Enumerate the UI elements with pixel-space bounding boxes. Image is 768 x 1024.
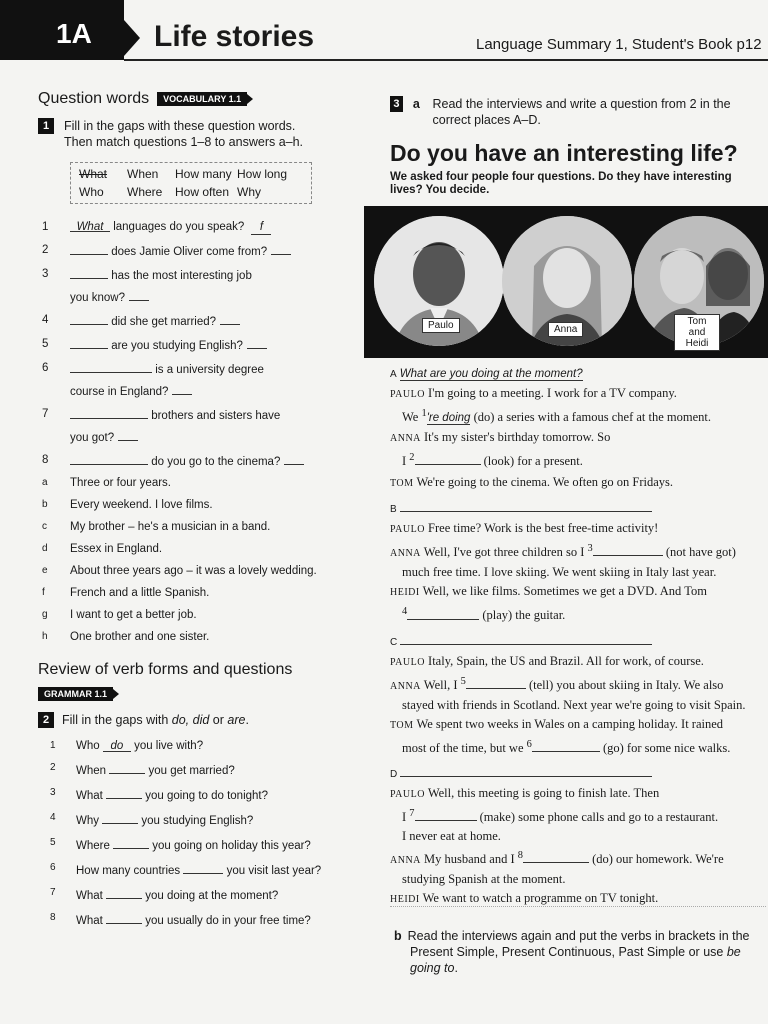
speech-text: We	[402, 410, 422, 425]
item-number: 8	[42, 454, 49, 466]
word-item: How long	[237, 167, 288, 181]
answer-text: I want to get a better job.	[70, 609, 197, 621]
question-item	[38, 337, 358, 353]
speech-text: (look) for a present.	[480, 454, 583, 469]
gap-pre: What	[76, 790, 103, 802]
gap-number: 8	[517, 850, 523, 862]
instruction-text: Fill in the gaps with	[62, 713, 172, 727]
gap-blank[interactable]	[183, 862, 223, 874]
speech-text: Well, we like films. Sometimes we get a DVD. And Tom	[422, 584, 707, 599]
instruction-line: Then match questions 1–8 to answers a–h.	[64, 135, 304, 149]
speaker-name: ANNA	[390, 433, 421, 445]
word-box	[70, 162, 312, 204]
gap-item	[38, 837, 358, 852]
gap-post: you usually do in your free time?	[145, 915, 311, 927]
item-number: 1	[42, 221, 49, 233]
slot-blank[interactable]	[400, 776, 652, 777]
speech-text: (go) for some nice walks.	[599, 740, 731, 755]
name-label-tom-heidi: Tom and Heidi	[674, 314, 720, 351]
answer-blank[interactable]	[70, 313, 108, 325]
speech-line	[390, 696, 762, 715]
question-slot-a	[390, 364, 762, 384]
gap-answer[interactable]: 're doing	[426, 412, 471, 425]
answer-blank[interactable]	[70, 453, 148, 465]
grammar-tag: GRAMMAR 1.1	[38, 687, 113, 701]
gap-item	[38, 762, 358, 777]
word-item: How often	[175, 185, 230, 199]
answer-blank[interactable]	[70, 243, 108, 255]
speaker-name: PAULO	[390, 656, 425, 668]
word-item: Where	[127, 185, 163, 199]
answer-item	[38, 499, 358, 511]
gap-post: you get married?	[148, 765, 235, 777]
speech-line	[390, 582, 762, 602]
speaker-name: ANNA	[390, 680, 421, 692]
speech-text: We want to watch a programme on TV tonight.	[422, 891, 659, 906]
question-text: do you go to the cinema?	[151, 456, 281, 468]
answer-blank[interactable]	[70, 407, 148, 419]
speech-text: stayed with friends in Scotland. Next year we're going to visit Spain.	[402, 697, 746, 712]
speaker-name: PAULO	[390, 788, 425, 800]
word-item: What	[79, 167, 108, 181]
gap-blank[interactable]	[466, 677, 526, 689]
item-number: 5	[42, 338, 49, 350]
item-number: 7	[42, 408, 49, 420]
gap-post: you doing at the moment?	[145, 890, 279, 902]
name-label-paulo: Paulo	[422, 318, 460, 333]
item-number: 6	[42, 362, 49, 374]
speech-line	[390, 715, 762, 735]
speech-text: I	[402, 810, 410, 825]
answer-item	[38, 543, 358, 555]
gap-blank[interactable]	[106, 912, 142, 924]
answer-item	[38, 477, 358, 489]
page-header	[0, 0, 768, 62]
speech-text: (not have got)	[662, 545, 736, 560]
question-words-heading	[38, 90, 358, 108]
item-letter: a	[42, 477, 48, 488]
instruction-emphasis: do, did	[171, 713, 210, 727]
section-title: Question words	[38, 90, 150, 107]
question-list	[38, 220, 358, 469]
gap-blank[interactable]	[407, 608, 479, 620]
speech-text: I never eat at home.	[402, 829, 501, 844]
match-blank[interactable]	[172, 394, 192, 395]
unit-title: Life stories	[154, 20, 315, 53]
speech-text: Well, this meeting is going to finish late. Then	[427, 785, 660, 800]
item-letter: d	[42, 543, 48, 554]
item-number: 3	[42, 268, 49, 280]
answer-item	[38, 565, 358, 577]
answer-text: One brother and one sister.	[70, 631, 210, 643]
item-number: 1	[50, 740, 56, 751]
gap-pre: Why	[76, 815, 99, 827]
speech-text: My husband and I	[424, 852, 518, 867]
speech-text: I	[402, 454, 410, 469]
question-item	[38, 267, 358, 305]
speech-text: (make) some phone calls and go to a restaurant.	[476, 810, 719, 825]
unit-tab	[0, 0, 124, 60]
instruction-text: Read the interviews and write a question from 2 in the correct places A–D.	[432, 97, 731, 127]
word-item: Who	[79, 185, 104, 199]
question-item	[38, 220, 358, 235]
word-item: When	[127, 167, 159, 181]
exercise-2-instructions	[38, 712, 358, 728]
gap-pre: Where	[76, 840, 110, 852]
instruction-emphasis: are	[227, 713, 246, 727]
answer-blank[interactable]	[70, 267, 108, 279]
question-slot-b	[390, 499, 762, 519]
speech-line	[390, 384, 762, 404]
gap-number: 2	[409, 452, 415, 464]
speech-line	[390, 404, 762, 428]
summary-reference: Language Summary 1, Student's Book p12	[476, 36, 762, 53]
question-text: course in England?	[70, 386, 169, 398]
speech-text: I'm going to a meeting. I work for a TV company.	[428, 386, 677, 400]
match-blank[interactable]: f	[251, 220, 271, 235]
gap-post: you going to do tonight?	[145, 790, 269, 802]
question-text: brothers and sisters have	[151, 410, 281, 422]
item-number: 7	[50, 887, 56, 898]
instruction-text: .	[245, 713, 249, 727]
speaker-name: TOM	[390, 478, 414, 490]
gap-blank[interactable]	[113, 837, 149, 849]
item-number: 4	[42, 314, 49, 326]
gap-number: 3	[587, 543, 593, 555]
header-rule	[124, 59, 768, 61]
slot-answer[interactable]: What are you doing at the moment?	[399, 368, 583, 380]
speech-text: Free time? Work is the best free-time activity!	[428, 521, 659, 536]
speech-line	[390, 846, 762, 870]
item-letter: e	[42, 565, 48, 576]
question-slot-c	[390, 632, 762, 652]
answer-text: About three years ago – it was a lovely wedding.	[70, 565, 317, 577]
speech-text: Well, I	[423, 677, 461, 692]
gap-pre: What	[76, 915, 103, 927]
question-text: you got?	[70, 432, 115, 444]
answer-blank[interactable]: What	[70, 220, 110, 232]
right-column	[390, 96, 762, 197]
gap-item	[38, 740, 358, 752]
question-text: you know?	[70, 292, 125, 304]
answer-text: Essex in England.	[70, 543, 163, 555]
question-text: does Jamie Oliver come from?	[111, 246, 268, 258]
gap-fill-list	[38, 740, 358, 927]
speech-text: studying Spanish at the moment.	[402, 872, 566, 887]
speech-line	[390, 602, 762, 625]
gap-blank[interactable]	[106, 787, 142, 799]
item-letter: f	[42, 587, 45, 598]
answer-blank[interactable]	[70, 361, 152, 373]
item-number: 8	[50, 912, 56, 923]
question-item	[38, 361, 358, 399]
speech-text: It's my sister's birthday tomorrow. So	[424, 430, 611, 445]
match-blank[interactable]	[118, 440, 138, 441]
gap-item	[38, 887, 358, 902]
item-number: 5	[50, 837, 56, 848]
question-item	[38, 243, 358, 259]
gap-blank[interactable]: do	[103, 740, 131, 752]
question-text: did she get married?	[111, 316, 217, 328]
gap-blank[interactable]	[523, 851, 589, 863]
speech-text: much free time. I love skiing. We went skiing in Italy last year.	[402, 565, 717, 580]
gap-item	[38, 787, 358, 802]
slot-letter: C	[390, 636, 398, 648]
speech-text: (play) the guitar.	[479, 608, 566, 623]
item-letter: b	[42, 499, 48, 510]
speaker-name: ANNA	[390, 855, 421, 867]
slot-blank[interactable]	[400, 511, 652, 512]
gap-number: 5	[460, 675, 466, 687]
gap-blank[interactable]	[415, 809, 477, 821]
answer-text: Every weekend. I love films.	[70, 499, 213, 511]
gap-item	[38, 912, 358, 927]
name-label-anna: Anna	[548, 322, 583, 337]
instruction-text: or	[209, 713, 228, 727]
exercise-3a-instructions	[390, 96, 762, 128]
answer-text: My brother – he's a musician in a band.	[70, 521, 271, 533]
instruction-line: Fill in the gaps with these question words.	[64, 119, 296, 133]
gap-blank[interactable]	[106, 887, 142, 899]
review-heading: Review of verb forms and questions	[38, 661, 293, 678]
gap-number: 7	[409, 807, 415, 819]
article-subtitle: We asked four people four questions. Do they have interesting lives? You decide.	[390, 171, 732, 196]
speech-line	[390, 827, 762, 846]
gap-blank[interactable]	[415, 453, 481, 465]
exercise-1-instructions	[38, 118, 358, 150]
speech-line	[390, 784, 762, 804]
gap-blank[interactable]	[532, 740, 600, 752]
item-number: 6	[50, 862, 56, 873]
speaker-name: PAULO	[390, 524, 425, 536]
gap-blank[interactable]	[593, 544, 663, 556]
speech-text: Well, I've got three children so I	[423, 545, 588, 560]
item-letter: c	[42, 521, 47, 532]
speech-line	[390, 473, 762, 493]
speech-text: (do) our homework. We're	[588, 852, 724, 867]
item-number: 4	[50, 812, 56, 823]
speaker-name: HEIDI	[390, 587, 420, 599]
gap-number: 1	[421, 408, 427, 419]
item-number: 3	[50, 787, 56, 798]
question-item	[38, 313, 358, 329]
item-letter: h	[42, 631, 48, 642]
answer-text: French and a little Spanish.	[70, 587, 210, 599]
interview-text	[390, 364, 762, 909]
speech-line	[390, 539, 762, 563]
slot-letter: A	[390, 369, 397, 380]
speech-line	[390, 735, 762, 758]
item-letter: g	[42, 609, 48, 620]
speech-line	[390, 563, 762, 582]
gap-post: you visit last year?	[226, 865, 322, 877]
question-text: has the most interesting job	[111, 270, 252, 282]
article-title: Do you have an interesting life?	[390, 140, 738, 166]
exercise-3b-instructions	[394, 928, 760, 976]
match-blank[interactable]	[220, 324, 240, 325]
gap-number: 4	[402, 606, 408, 618]
match-blank[interactable]	[284, 464, 304, 465]
gap-blank[interactable]	[102, 812, 138, 824]
exercise-number: 3	[390, 96, 403, 112]
gap-pre: How many countries	[76, 865, 181, 877]
word-item: Why	[237, 185, 261, 199]
question-slot-d	[390, 764, 762, 784]
speaker-name: HEIDI	[390, 894, 420, 906]
exercise-letter: b	[394, 929, 402, 943]
gap-pre: What	[76, 890, 103, 902]
interviewee-photos	[364, 206, 768, 358]
gap-post: you live with?	[134, 740, 204, 752]
exercise-number: 2	[38, 712, 54, 728]
speech-text: We spent two weeks in Wales on a camping holiday. It rained	[416, 716, 724, 731]
answer-item	[38, 521, 358, 533]
answer-blank[interactable]	[70, 337, 108, 349]
question-item	[38, 453, 358, 469]
speech-line	[390, 428, 762, 448]
instruction-emphasis: be going to	[410, 945, 741, 975]
question-text: are you studying English?	[111, 340, 243, 352]
instruction-text: Read the interviews again and put the verbs in brackets in the Present Simple, Present Continuous, Past Simple or use	[407, 929, 750, 959]
speech-text: (do) a series with a famous chef at the moment.	[470, 410, 711, 425]
speech-text: most of the time, but we	[402, 740, 527, 755]
exercise-letter: a	[412, 97, 420, 111]
speech-line	[390, 519, 762, 539]
gap-post: you going on holiday this year?	[152, 840, 311, 852]
answer-list	[38, 477, 358, 643]
page-fold-mark	[390, 906, 766, 916]
speech-line	[390, 448, 762, 471]
item-number: 2	[50, 762, 56, 773]
answer-item	[38, 631, 358, 643]
speech-text: We're going to the cinema. We often go on Fridays.	[416, 475, 673, 490]
match-blank[interactable]	[271, 254, 291, 255]
unit-code: 1A	[56, 18, 92, 49]
question-item	[38, 407, 358, 445]
speech-line	[390, 672, 762, 696]
instruction-text: .	[454, 961, 458, 975]
speech-line	[390, 652, 762, 672]
gap-number: 6	[526, 738, 532, 750]
gap-item	[38, 862, 358, 877]
word-item: How many	[175, 167, 232, 181]
speaker-name: ANNA	[390, 548, 421, 560]
left-column	[38, 90, 358, 937]
slot-blank[interactable]	[400, 644, 652, 645]
question-text: is a university degree	[155, 364, 264, 376]
question-text: languages do you speak?	[113, 221, 245, 233]
speech-text: Italy, Spain, the US and Brazil. All for work, of course.	[428, 653, 704, 668]
speaker-name: PAULO	[390, 389, 425, 400]
vocabulary-tag: VOCABULARY 1.1	[157, 92, 247, 106]
gap-blank[interactable]	[109, 762, 145, 774]
gap-pre: When	[76, 765, 107, 777]
gap-pre: Who	[76, 740, 100, 752]
answer-item	[38, 609, 358, 621]
slot-letter: B	[390, 504, 397, 516]
match-blank[interactable]	[129, 300, 149, 301]
speech-line	[390, 804, 762, 827]
item-number: 2	[42, 244, 49, 256]
speaker-name: TOM	[390, 719, 414, 731]
gap-item	[38, 812, 358, 827]
slot-letter: D	[390, 768, 398, 780]
speech-text: (tell) you about skiing in Italy. We also	[525, 677, 724, 692]
exercise-number: 1	[38, 118, 54, 134]
speech-line	[390, 870, 762, 889]
match-blank[interactable]	[247, 348, 267, 349]
answer-text: Three or four years.	[70, 477, 171, 489]
answer-item	[38, 587, 358, 599]
gap-post: you studying English?	[141, 815, 254, 827]
